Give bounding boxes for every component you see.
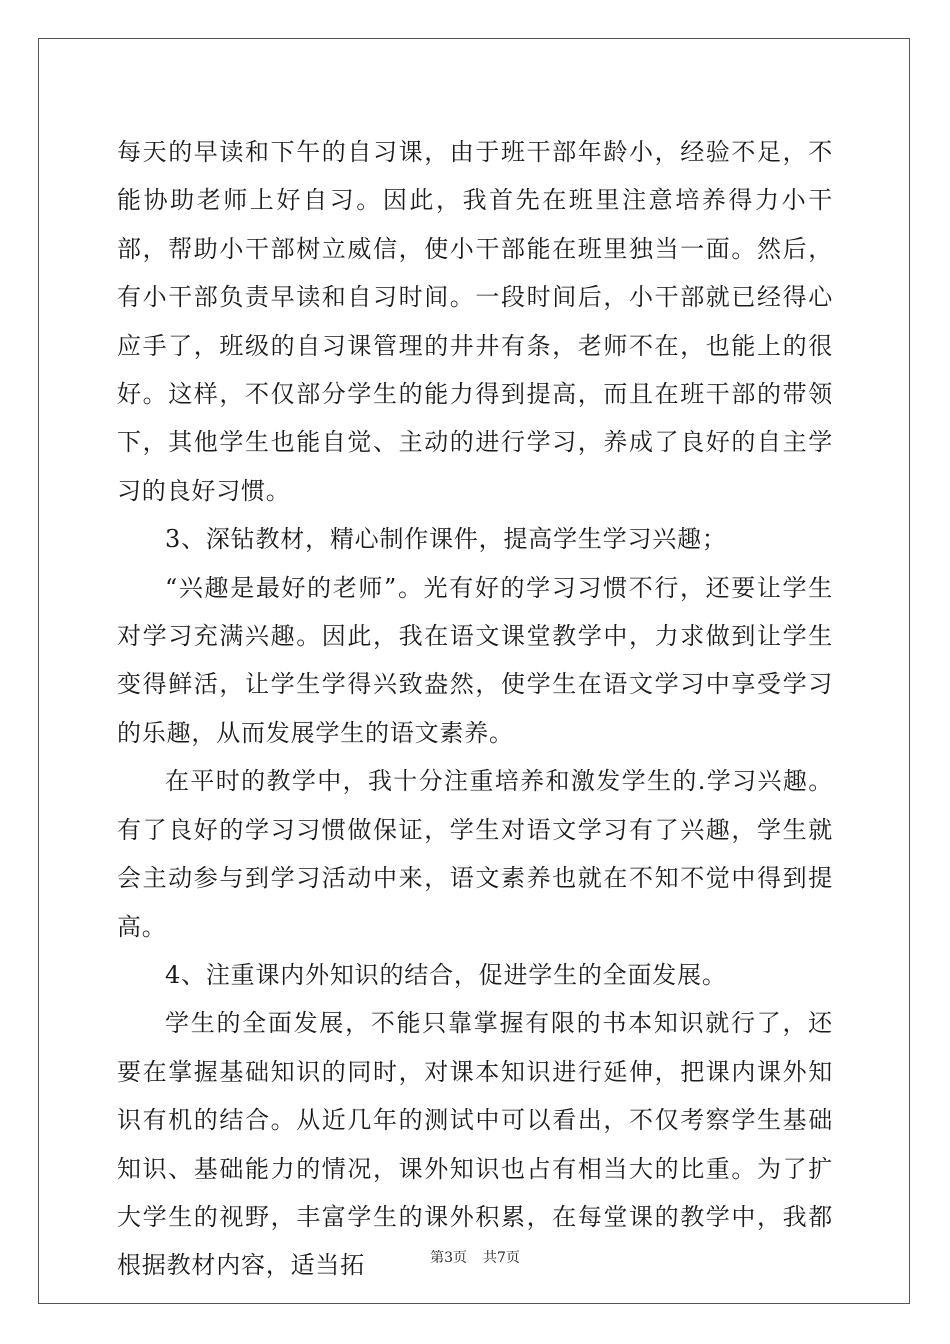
paragraph-4: 在平时的教学中，我十分注重培养和激发学生的.学习兴趣。有了良好的学习习惯做保证，学生对语文学习有了兴趣，学生就会主动参与到学习活动中来，语文素养也就在不知不觉中得到提高。 xyxy=(117,767,833,941)
paragraph-3: “兴趣是最好的老师”。光有好的学习习惯不行，还要让学生对学习充满兴趣。因此，我在语文课堂教学中，力求做到让学生变得鲜活，让学生学得兴致盎然，使学生在语文学习中享受学习的乐趣，从而发展学生的语文素养。 xyxy=(117,573,833,747)
page-footer xyxy=(0,1247,950,1267)
paragraph-5-heading: 4、注重课内外知识的结合，促进学生的全面发展。 xyxy=(165,960,727,989)
paragraph-2-heading: 3、深钻教材，精心制作课件，提高学生学习兴趣； xyxy=(165,525,727,554)
page-number: 第3页 xyxy=(430,1250,467,1266)
paragraph-6: 学生的全面发展，不能只靠掌握有限的书本知识就行了，还要在掌握基础知识的同时，对课本知识进行延伸，把课内课外知识有机的结合。从近几年的测试中可以看出，不仅考察学生基础知识、基础能力的情况，课外知识也占有相当大的比重。为了扩大学生的视野，丰富学生的课外积累，在每堂课的教学中，我都根据教材内容，适当拓 xyxy=(117,1009,833,1280)
page-total: 共7页 xyxy=(483,1250,520,1266)
paragraph-1: 每天的早读和下午的自习课，由于班干部年龄小，经验不足，不能协助老师上好自习。因此，我首先在班里注意培养得力小干部，帮助小干部树立威信，使小干部能在班里独当一面。然后，有小干部负责早读和自习时间。一段时间后，小干部就已经得心应手了，班级的自习课管理的井井有条，老师不在，也能上的很好。这样，不仅部分学生的能力得到提高，而且在班干部的带领下，其他学生也能自觉、主动的进行学习，养成了良好的自主学习的良好习惯。 xyxy=(117,138,833,505)
document-body xyxy=(117,128,833,1290)
